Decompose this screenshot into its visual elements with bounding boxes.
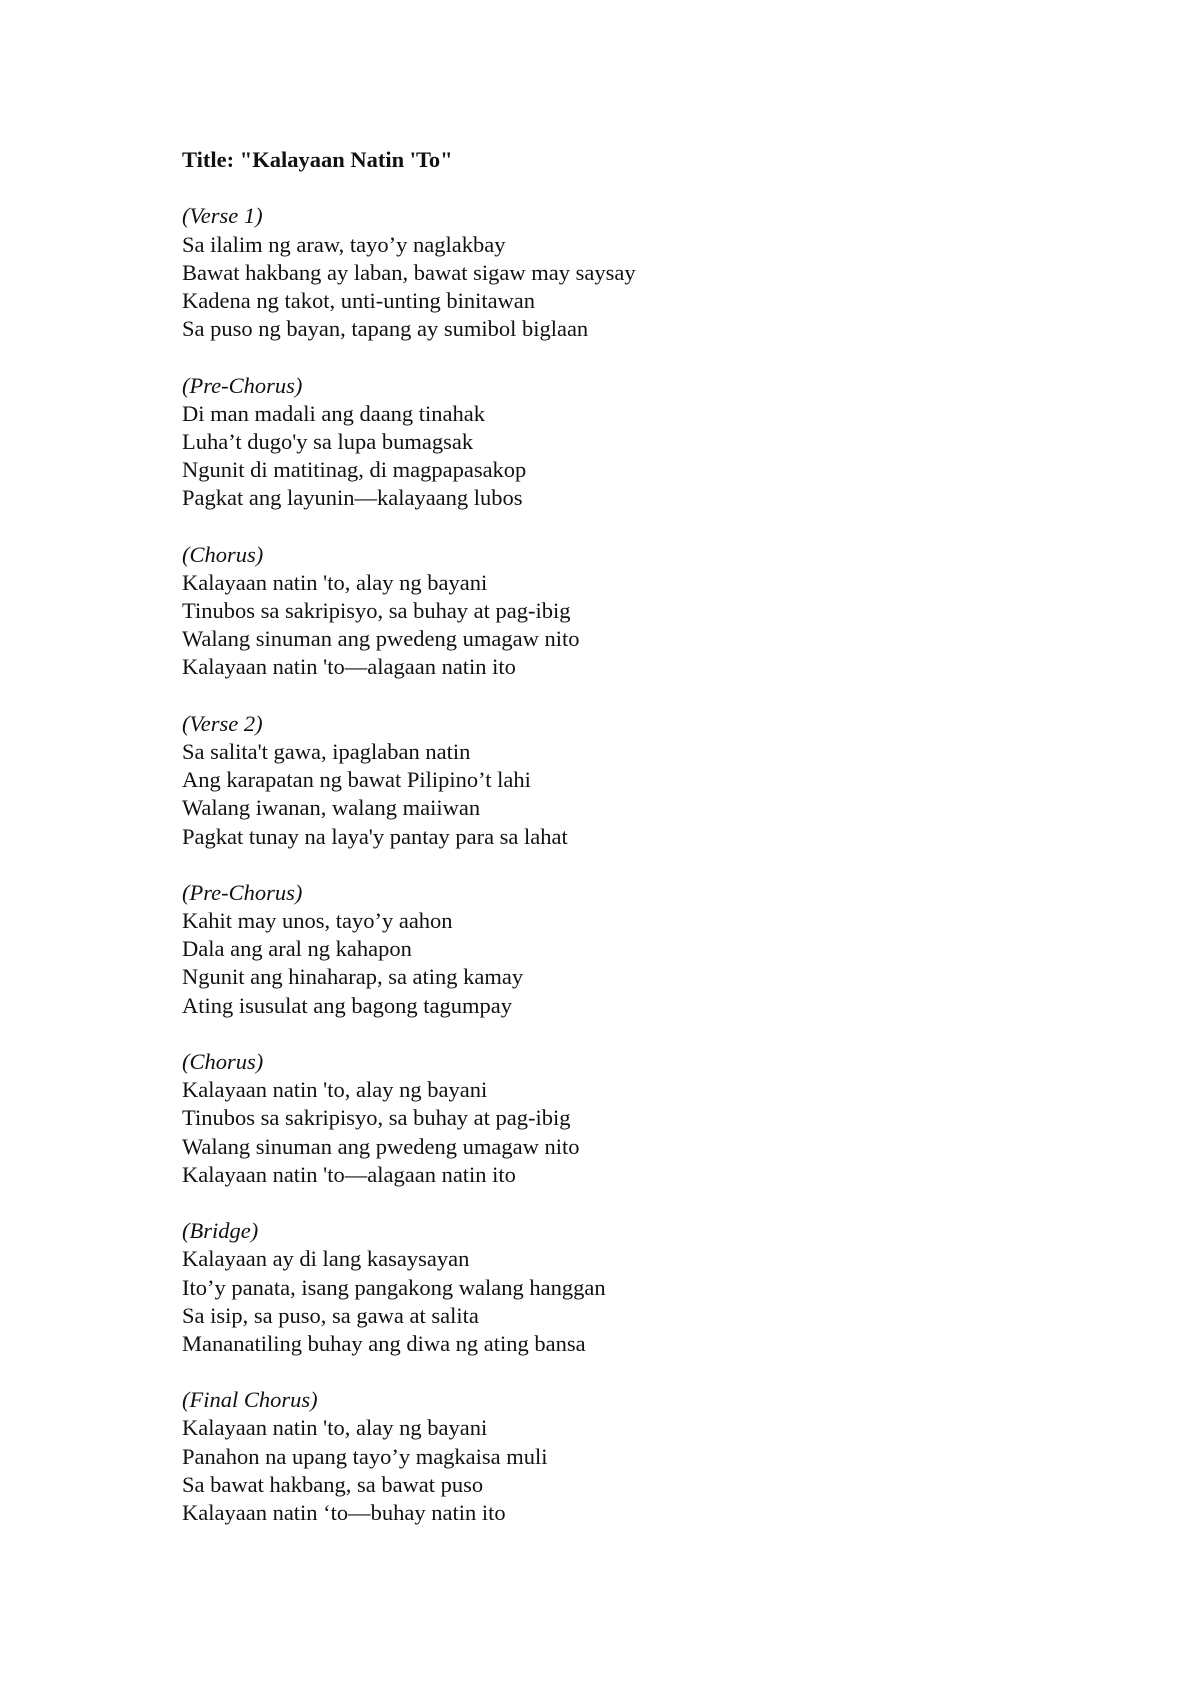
lyric-line: Bawat hakbang ay laban, bawat sigaw may saysay — [182, 259, 636, 285]
lyric-line: Sa ilalim ng araw, tayo’y naglakbay — [182, 231, 506, 257]
section-label: (Chorus) — [182, 1049, 264, 1074]
lyric-line: Kalayaan natin 'to—alagaan natin ito — [182, 654, 516, 680]
section-chorus-2 — [182, 1048, 1082, 1189]
lyric-line: Walang sinuman ang pwedeng umagaw nito — [182, 626, 580, 652]
section-label: (Chorus) — [182, 541, 264, 567]
lyric-line: Walang sinuman ang pwedeng umagaw nito — [182, 1133, 580, 1159]
lyric-line: Kalayaan natin ‘to—buhay natin ito — [182, 1500, 506, 1525]
lyric-line: Tinubos sa sakripisyo, sa buhay at pag-ibig — [182, 1105, 571, 1131]
section-label: (Pre-Chorus) — [182, 879, 303, 905]
lyric-line: Pagkat tunay na laya'y pantay para sa lahat — [182, 823, 568, 849]
lyric-line: Kalayaan natin 'to, alay ng bayani — [182, 1077, 488, 1103]
section-bridge — [182, 1217, 1082, 1358]
song-title: Title: "Kalayaan Natin 'To" — [182, 147, 453, 172]
lyric-line: Luha’t dugo'y sa lupa bumagsak — [182, 428, 474, 454]
lyric-line: Kalayaan natin 'to, alay ng bayani — [182, 569, 488, 595]
lyric-line: Kalayaan natin 'to—alagaan natin ito — [182, 1161, 516, 1187]
section-verse-1 — [182, 202, 1082, 343]
lyric-line: Dala ang aral ng kahapon — [182, 936, 412, 962]
section-label: (Verse 2) — [182, 710, 263, 736]
lyric-line: Pagkat ang layunin—kalayaang lubos — [182, 485, 523, 511]
lyric-line: Kadena ng takot, unti-unting binitawan — [182, 287, 536, 313]
section-final-chorus — [182, 1386, 1082, 1527]
lyric-line: Di man madali ang daang tinahak — [182, 400, 486, 426]
lyric-line: Mananatiling buhay ang diwa ng ating bansa — [182, 1330, 586, 1356]
lyric-line: Kalayaan natin 'to, alay ng bayani — [182, 1415, 488, 1441]
lyric-line: Kahit may unos, tayo’y aahon — [182, 908, 453, 934]
lyric-line: Ito’y panata, isang pangakong walang hanggan — [182, 1274, 606, 1300]
lyric-line: Sa bawat hakbang, sa bawat puso — [182, 1471, 484, 1497]
section-verse-2 — [182, 710, 1082, 851]
section-label: (Verse 1) — [182, 203, 263, 229]
lyric-line: Ating isusulat ang bagong tagumpay — [182, 992, 512, 1018]
lyric-line: Ang karapatan ng bawat Pilipino’t lahi — [182, 767, 531, 793]
lyric-line: Sa puso ng bayan, tapang ay sumibol biglaan — [182, 316, 589, 342]
lyric-line: Panahon na upang tayo’y magkaisa muli — [182, 1443, 548, 1469]
lyric-line: Kalayaan ay di lang kasaysayan — [182, 1246, 470, 1272]
lyric-line: Sa salita't gawa, ipaglaban natin — [182, 738, 471, 764]
lyric-line: Tinubos sa sakripisyo, sa buhay at pag-ibig — [182, 598, 571, 623]
section-pre-chorus-2 — [182, 879, 1082, 1020]
lyrics-body — [182, 146, 1082, 1527]
lyric-line: Ngunit di matitinag, di magpapasakop — [182, 457, 527, 483]
lyric-line: Walang iwanan, walang maiiwan — [182, 795, 481, 821]
section-chorus-1 — [182, 541, 1082, 682]
section-label: (Final Chorus) — [182, 1387, 318, 1413]
section-label: (Pre-Chorus) — [182, 372, 303, 398]
section-pre-chorus-1 — [182, 372, 1082, 513]
section-label: (Bridge) — [182, 1218, 259, 1244]
lyric-line: Ngunit ang hinaharap, sa ating kamay — [182, 964, 524, 990]
lyric-line: Sa isip, sa puso, sa gawa at salita — [182, 1302, 479, 1328]
